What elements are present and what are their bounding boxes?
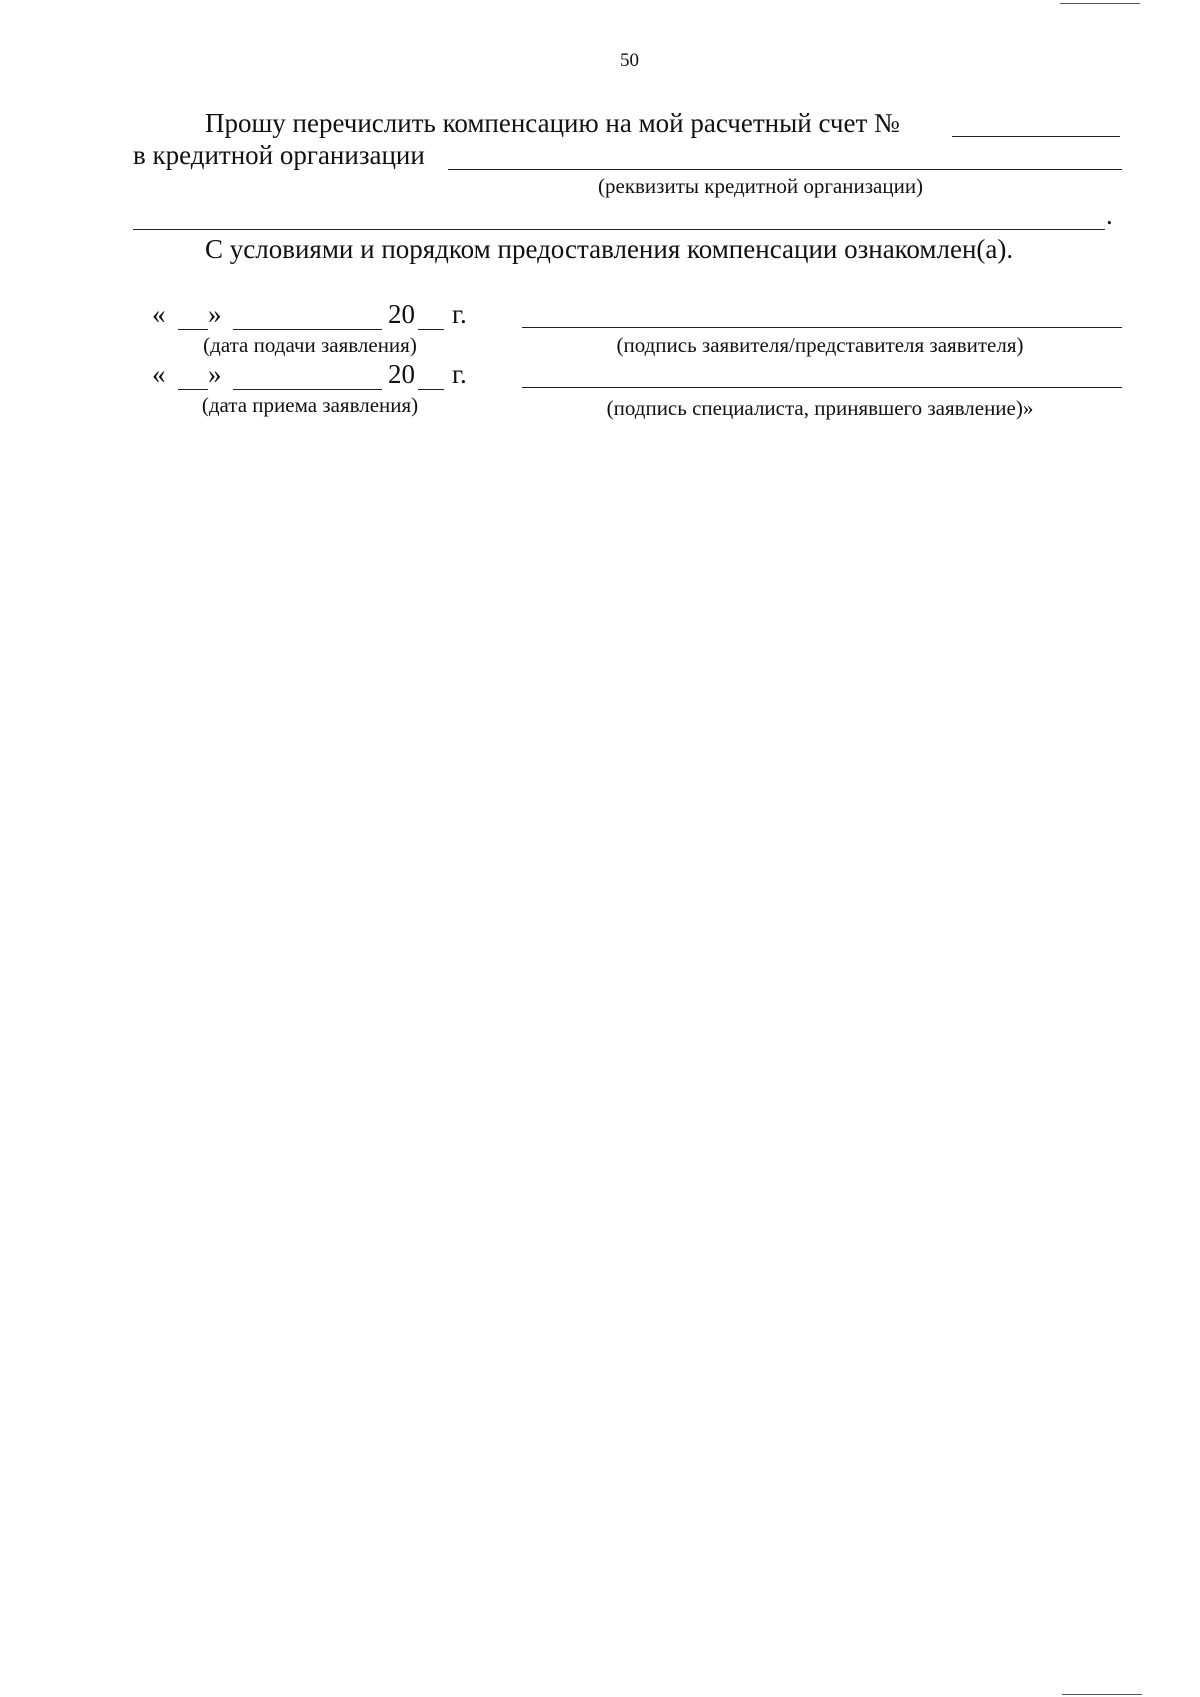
submission-day-field[interactable] — [178, 329, 208, 330]
applicant-signature-caption: (подпись заявителя/представителя заявителя) — [616, 333, 1024, 357]
acceptance-close-quote: » — [208, 359, 222, 389]
submission-month-field[interactable] — [233, 329, 382, 330]
submission-year-prefix: 20 — [388, 299, 415, 329]
submission-year-field[interactable] — [418, 329, 444, 330]
bank-details-period: . — [1106, 200, 1113, 230]
submission-date-caption: (дата подачи заявления) — [203, 333, 417, 357]
request-line-2: в кредитной организации — [133, 140, 425, 170]
submission-close-quote: » — [208, 299, 222, 329]
specialist-signature-field[interactable] — [522, 387, 1122, 388]
request-line-1: Прошу перечислить компенсацию на мой расчетный счет № — [205, 108, 900, 138]
submission-year-suffix: г. — [452, 299, 467, 329]
bank-details-caption: (реквизиты кредитной организации) — [598, 174, 924, 198]
account-number-field[interactable] — [952, 136, 1120, 137]
applicant-signature-field[interactable] — [522, 327, 1122, 328]
acceptance-year-suffix: г. — [452, 359, 467, 389]
acceptance-month-field[interactable] — [233, 389, 382, 390]
acknowledgement-text: С условиями и порядком предоставления компенсации ознакомлен(а). — [205, 234, 1014, 264]
scan-edge-mark — [1060, 3, 1140, 4]
scan-edge-mark — [1062, 1694, 1142, 1695]
bank-details-field-continued[interactable] — [133, 229, 1105, 230]
acceptance-day-field[interactable] — [178, 389, 208, 390]
acceptance-year-field[interactable] — [418, 389, 444, 390]
acceptance-date-caption: (дата приема заявления) — [201, 393, 419, 417]
acceptance-year-prefix: 20 — [388, 359, 415, 389]
bank-details-field[interactable] — [448, 169, 1122, 170]
acceptance-open-quote: « — [152, 359, 166, 389]
specialist-signature-caption: (подпись специалиста, принявшего заявление)» — [606, 396, 1034, 420]
page-number: 50 — [620, 50, 639, 71]
submission-open-quote: « — [152, 299, 166, 329]
